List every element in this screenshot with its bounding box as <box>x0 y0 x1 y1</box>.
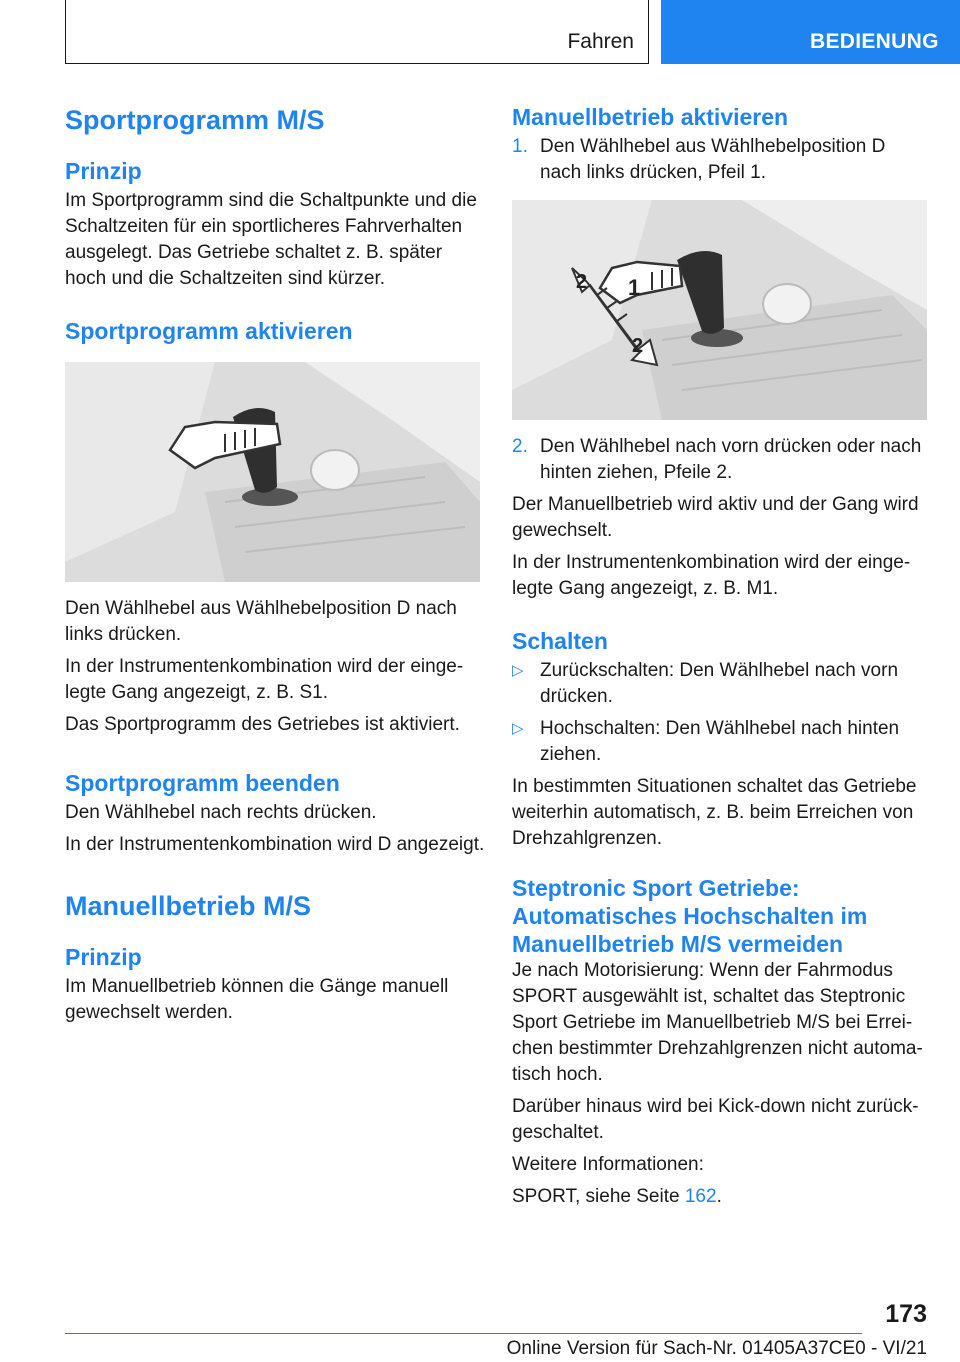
text-weitere: Weitere Informationen: <box>512 1154 704 1175</box>
text-step-2: Darüber hinaus wird bei Kick-down nicht zurückgeschaltet. <box>512 1096 919 1143</box>
arrow-2b-label: 2 <box>632 335 644 357</box>
heading-sport-beenden: Sportprogramm beenden <box>65 770 340 796</box>
text-man-1: Der Manuellbetrieb wird aktiv und der Gang wird gewechselt. <box>512 494 919 541</box>
text-akt-1: Den Wählhebel aus Wählhebelposition D nach links drücken. <box>65 598 457 645</box>
section-label: BEDIENUNG <box>810 30 939 53</box>
page-number: 173 <box>885 1300 927 1328</box>
step-1-text: Den Wählhebel aus Wählhebelposition D nach links drücken, Pfeil 1. <box>540 136 886 183</box>
triangle-bullet-icon: ▷ <box>512 662 524 679</box>
text-been-2: In der Instrumentenkombination wird D angezeigt. <box>65 834 485 855</box>
footer-online-version: Online Version für Sach-Nr. 01405A37CE0 - VI/21 <box>506 1338 927 1359</box>
heading-manuellbetrieb: Manuellbetrieb M/S <box>65 891 312 921</box>
gear-selector-illustration <box>65 362 480 582</box>
footer-divider <box>65 1333 862 1334</box>
gear-selector-image-2 <box>512 200 927 420</box>
left-column <box>65 100 485 1032</box>
text-schalten: In bestimmten Situationen schaltet das Getriebe weiterhin automatisch, z. B. beim Erreichen von Drehzahlgrenzen. <box>512 776 917 849</box>
step-1 <box>512 134 927 186</box>
section-tab <box>661 0 960 64</box>
arrow-1-label: 1 <box>628 275 641 300</box>
reference-text: SPORT, siehe Seite <box>512 1186 685 1207</box>
heading-schalten: Schalten <box>512 628 608 654</box>
bullet-zurueckschalten <box>512 658 927 710</box>
heading-manuell-aktivieren: Manuellbetrieb aktivieren <box>512 104 789 130</box>
heading-sport-aktivieren: Sportprogramm aktivieren <box>65 318 353 344</box>
text-man-2: In der Instrumentenkombination wird der eingelegte Gang angezeigt, z. B. M1. <box>512 552 911 599</box>
step-1-number: 1. <box>512 136 528 157</box>
chapter-tab <box>65 0 649 64</box>
text-been-1: Den Wählhebel nach rechts drücken. <box>65 802 377 823</box>
text-akt-3: Das Sportprogramm des Getriebes ist aktiviert. <box>65 714 460 735</box>
triangle-bullet-icon: ▷ <box>512 720 524 737</box>
heading-prinzip-2: Prinzip <box>65 944 142 970</box>
heading-steptronic: Steptronic Sport Getriebe: Automatisches Hochschalten im Manuellbetrieb M/S vermeiden <box>512 875 868 957</box>
bullet-1-text: Zurückschalten: Den Wählhebel nach vorn drücken. <box>540 660 899 707</box>
text-step-1: Je nach Motorisierung: Wenn der Fahrmodus SPORT ausgewählt ist, schaltet das Steptronic Sport Getriebe im Manuellbetrieb M/S bei Erreichen bestimmter Drehzahlgrenzen nicht automatisch hoch. <box>512 960 923 1085</box>
chapter-label: Fahren <box>567 30 634 53</box>
arrow-2a-label: 2 <box>576 271 588 293</box>
bullet-hochschalten <box>512 716 927 768</box>
text-prinzip-1: Im Sportprogramm sind die Schaltpunkte und die Schaltzeiten für ein sportlicheres Fahrverhalten ausgelegt. Das Getriebe schaltet z. B. später hoch und die Schaltzeiten sind kürzer. <box>65 190 477 289</box>
step-2-text: Den Wählhebel nach vorn drücken oder nach hinten ziehen, Pfeile 2. <box>540 436 922 483</box>
right-column <box>512 100 927 1216</box>
bullet-2-text: Hochschalten: Den Wählhebel nach hinten ziehen. <box>540 718 900 765</box>
reference-sport <box>512 1184 927 1210</box>
page-link-162[interactable]: 162 <box>684 1186 717 1207</box>
reference-end: . <box>716 1186 722 1207</box>
gear-selector-arrows-illustration <box>512 200 927 420</box>
step-2-number: 2. <box>512 436 528 457</box>
text-akt-2: In der Instrumentenkombination wird der eingelegte Gang angezeigt, z. B. S1. <box>65 656 464 703</box>
text-prinzip-2: Im Manuellbetrieb können die Gänge manuell gewechselt werden. <box>65 976 449 1023</box>
gear-selector-image-1 <box>65 362 480 582</box>
heading-sportprogramm: Sportprogramm M/S <box>65 105 325 135</box>
step-2 <box>512 434 927 486</box>
heading-prinzip-1: Prinzip <box>65 158 142 184</box>
